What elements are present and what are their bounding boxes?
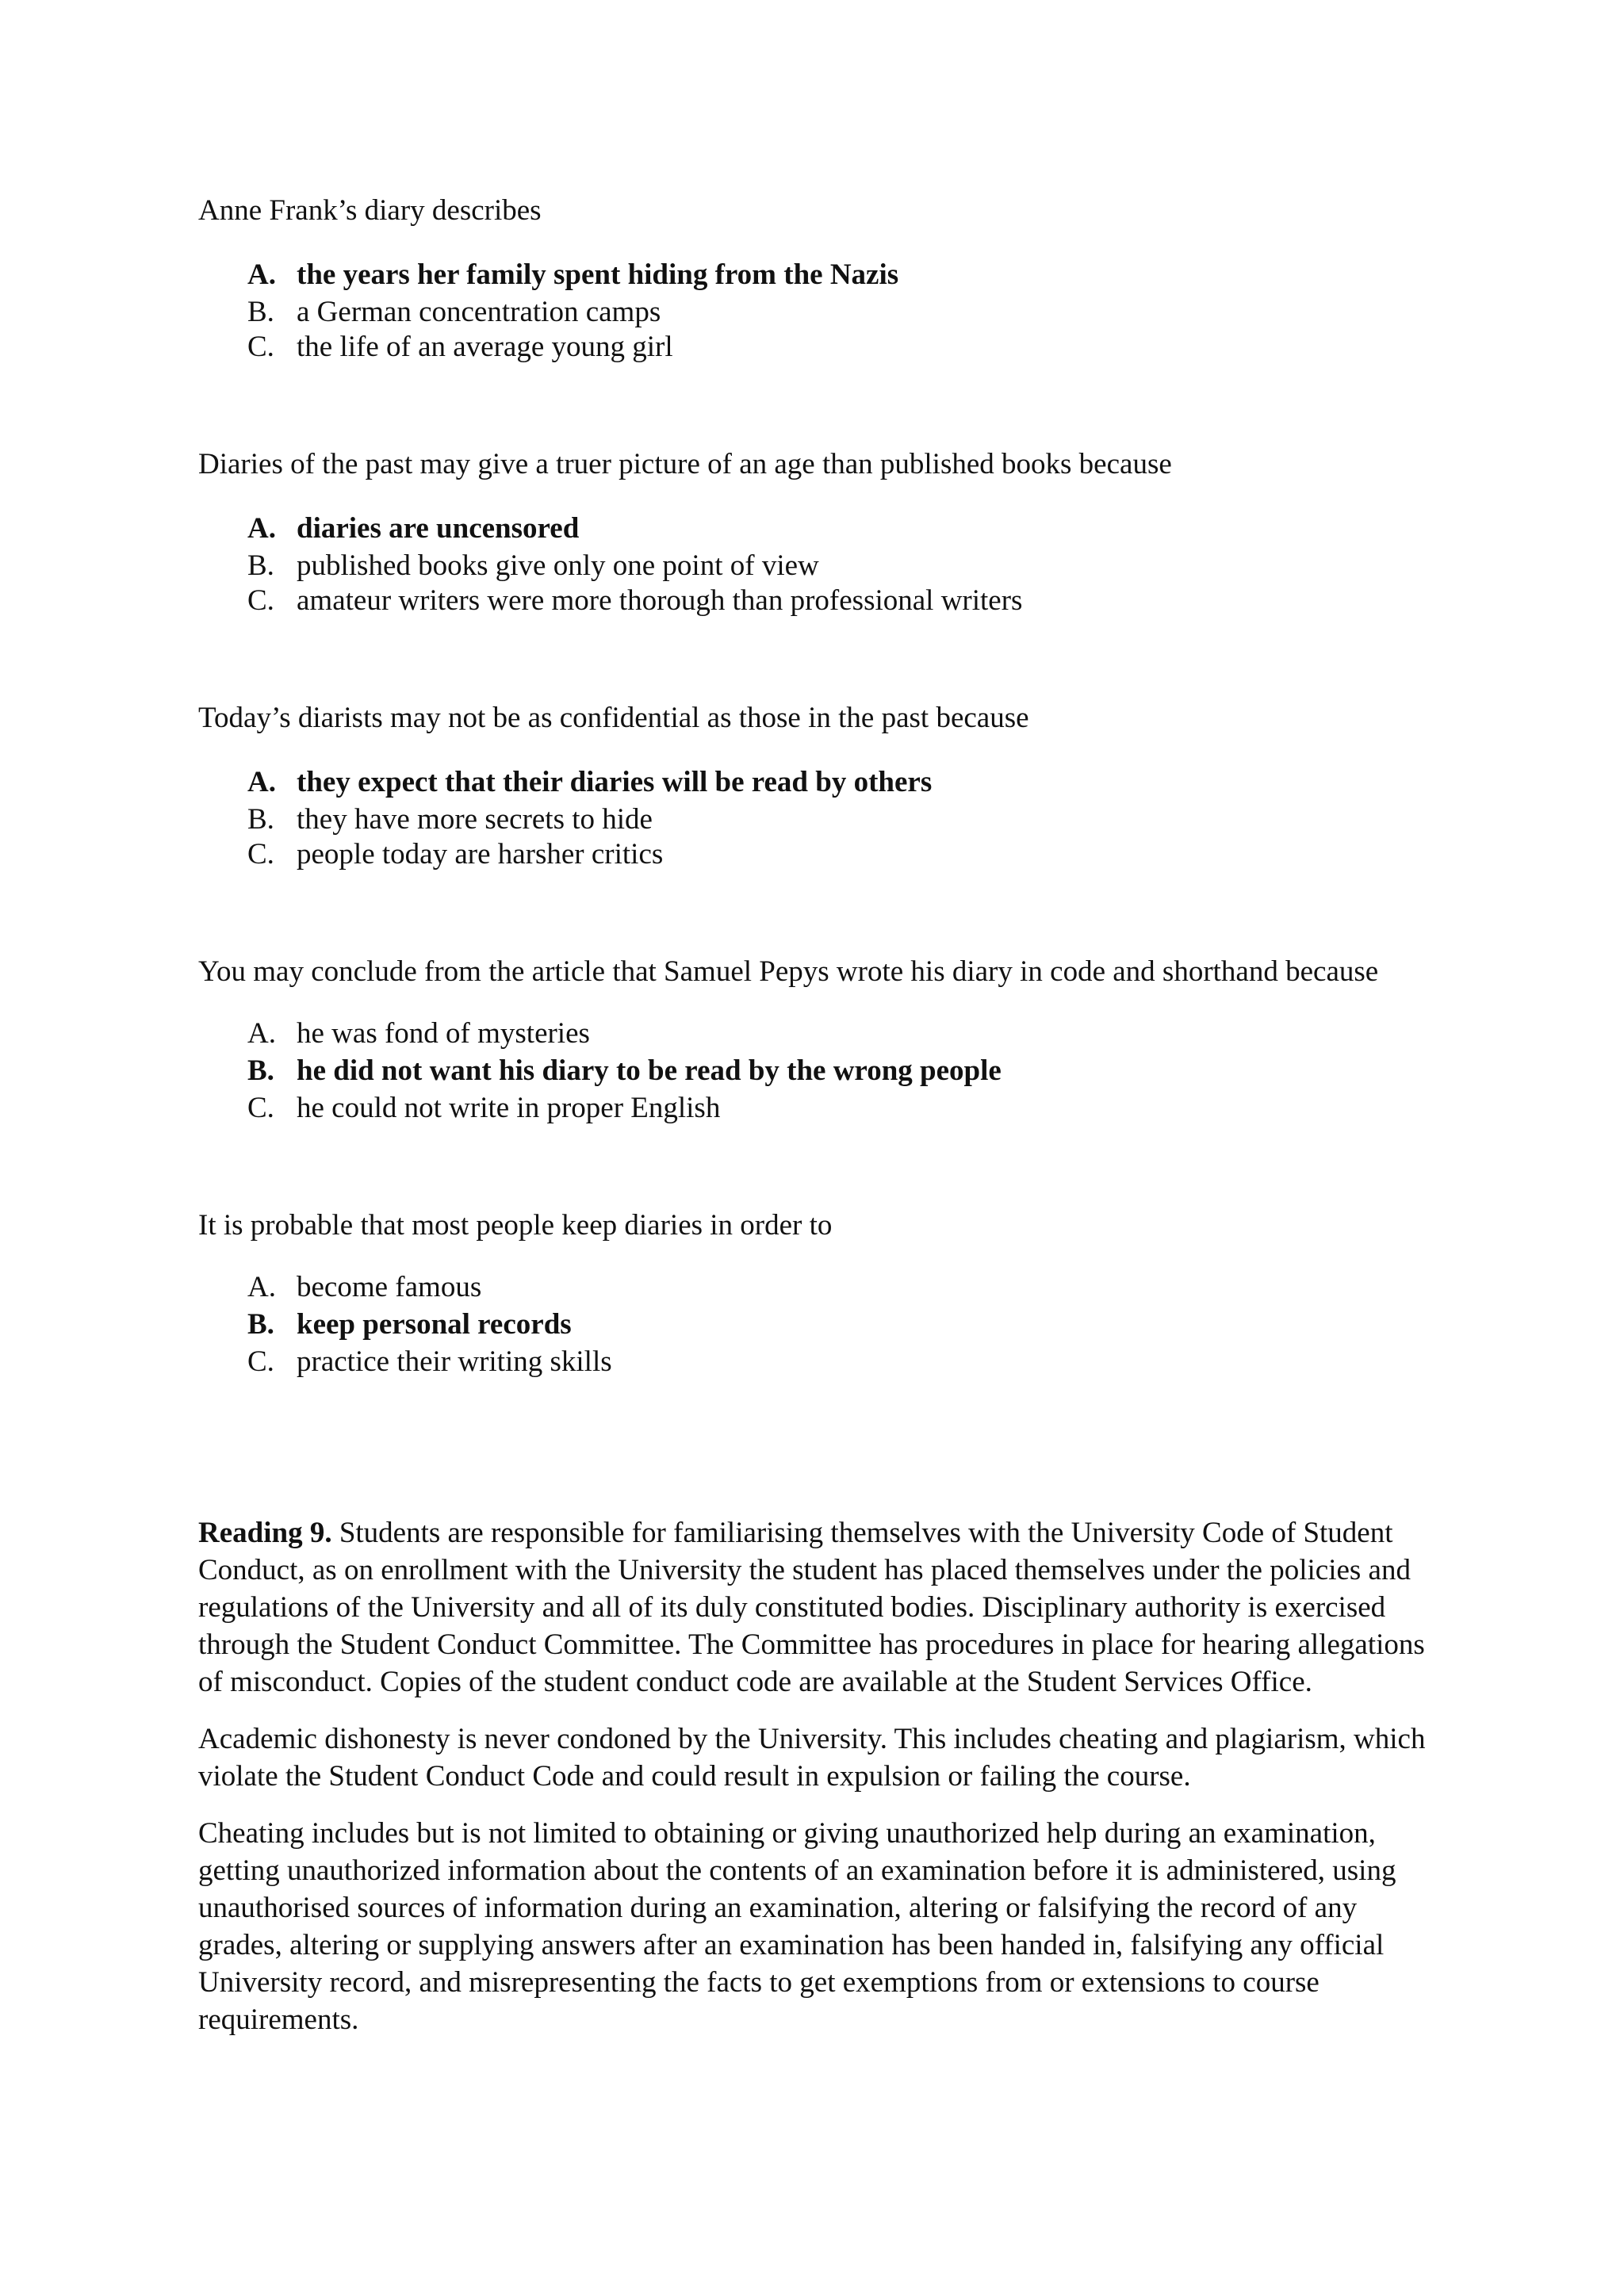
option-c	[198, 837, 1435, 872]
question-1	[198, 193, 1435, 365]
option-letter: A.	[247, 1271, 276, 1303]
option-text: he could not write in proper English	[297, 1092, 721, 1124]
option-c	[198, 1091, 1435, 1126]
reading-paragraph-1	[198, 1514, 1435, 1701]
option-text: people today are harsher critics	[297, 838, 664, 871]
option-letter: C.	[247, 331, 274, 363]
option-text: published books give only one point of view	[297, 549, 819, 582]
option-text: he did not want his diary to be read by the wrong people	[297, 1054, 1002, 1087]
question-stem: Diaries of the past may give a truer picture of an age than published books because	[198, 448, 1172, 480]
options-list	[198, 255, 1435, 365]
option-text: become famous	[297, 1271, 482, 1303]
option-b	[198, 295, 1435, 330]
option-letter: A.	[247, 512, 276, 545]
options-list	[198, 763, 1435, 872]
options-list	[198, 509, 1435, 618]
option-text: the life of an average young girl	[297, 331, 673, 363]
option-letter: B.	[247, 549, 274, 582]
paragraph-text: Students are responsible for familiarising themselves with the University Code of Student Conduct, as on enrollment with the University the student has placed themselves under the policies and regulations of the University and all of its duly constituted bodies. Disciplinary authority is exercised through the Student Conduct Committee. The Committee has procedures in place for hearing allegations of misconduct. Copies of the student conduct code are available at the Student Services Office.	[198, 1517, 1425, 1698]
options-list	[198, 1270, 1435, 1380]
option-letter: B.	[247, 296, 274, 328]
question-4	[198, 955, 1435, 1126]
option-b	[198, 1051, 1435, 1091]
option-letter: A.	[247, 766, 276, 798]
reading-title: Reading 9.	[198, 1517, 332, 1549]
option-a	[198, 1016, 1435, 1051]
reading-paragraph-2: Academic dishonesty is never condoned by the University. This includes cheating and plagiarism, which violate the Student Conduct Code and could result in expulsion or failing the course.	[198, 1723, 1426, 1793]
option-a	[198, 1270, 1435, 1305]
option-a	[198, 255, 1435, 295]
option-letter: A.	[247, 258, 276, 291]
reading-paragraph-3: Cheating includes but is not limited to obtaining or giving unauthorized help during an examination, getting unauthorized information about the contents of an examination before it is administered, using unauthorised sources of information during an examination, altering or falsifying the record of any grades, altering or supplying answers after an examination has been handed in, falsifying any official University record, and misrepresenting the facts to get exemptions from or extensions to course requirements.	[198, 1817, 1396, 2036]
option-text: they have more secrets to hide	[297, 803, 653, 836]
option-letter: B.	[247, 1054, 274, 1087]
option-text: keep personal records	[297, 1308, 572, 1341]
option-letter: C.	[247, 584, 274, 617]
option-b	[198, 549, 1435, 584]
option-b	[198, 1305, 1435, 1345]
option-text: practice their writing skills	[297, 1345, 612, 1378]
option-b	[198, 802, 1435, 837]
option-c	[198, 330, 1435, 365]
option-letter: C.	[247, 1092, 274, 1124]
option-a	[198, 763, 1435, 802]
option-letter: B.	[247, 803, 274, 836]
option-text: they expect that their diaries will be read by others	[297, 766, 933, 798]
option-text: diaries are uncensored	[297, 512, 580, 545]
option-c	[198, 584, 1435, 618]
question-stem: It is probable that most people keep diaries in order to	[198, 1209, 833, 1242]
question-stem: Today’s diarists may not be as confidential as those in the past because	[198, 702, 1029, 734]
option-letter: C.	[247, 1345, 274, 1378]
option-text: a German concentration camps	[297, 296, 661, 328]
options-list	[198, 1016, 1435, 1126]
question-stem: Anne Frank’s diary describes	[198, 194, 542, 227]
option-letter: A.	[247, 1017, 276, 1050]
option-letter: C.	[247, 838, 274, 871]
option-text: he was fond of mysteries	[297, 1017, 590, 1050]
question-3	[198, 701, 1435, 872]
option-text: the years her family spent hiding from the Nazis	[297, 258, 899, 291]
reading-passage	[198, 1514, 1435, 2058]
option-c	[198, 1345, 1435, 1380]
option-a	[198, 509, 1435, 549]
option-text: amateur writers were more thorough than professional writers	[297, 584, 1023, 617]
option-letter: B.	[247, 1308, 274, 1341]
question-stem: You may conclude from the article that Samuel Pepys wrote his diary in code and shorthand because	[198, 955, 1379, 988]
question-5	[198, 1208, 1435, 1380]
question-2	[198, 447, 1435, 618]
